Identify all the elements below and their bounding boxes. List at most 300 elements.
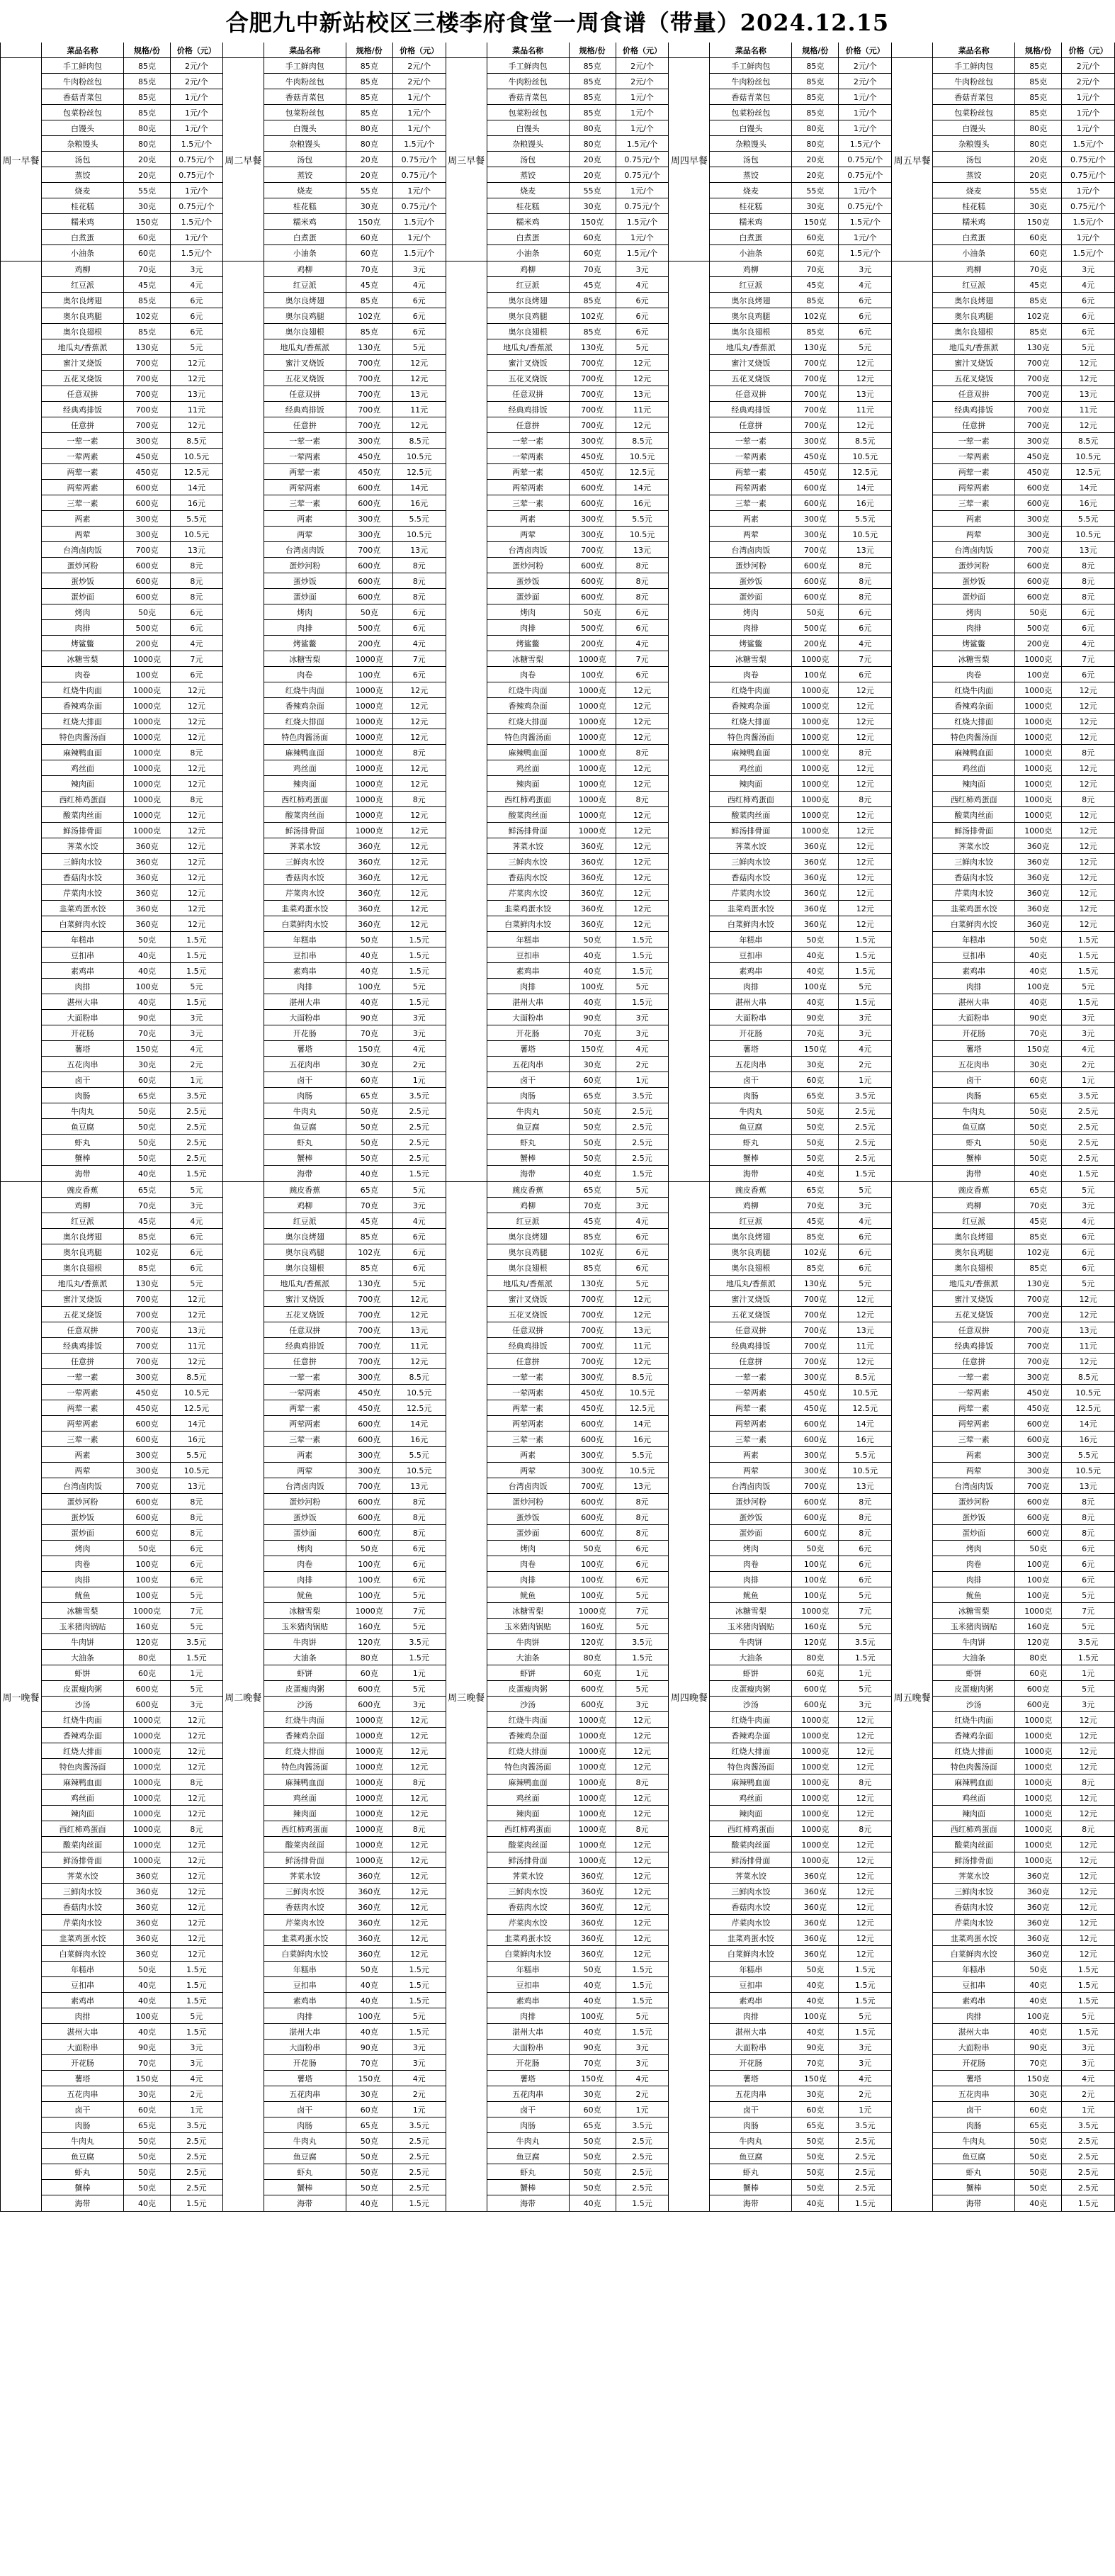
dish-name: 两荤一素 [710,1400,792,1415]
menu-row [42,1135,223,1150]
dish-price: 12元 [616,1743,669,1758]
dish-spec: 50克 [792,1150,839,1165]
menu-row [710,542,892,558]
dish-price: 2.5元 [1062,2164,1115,2179]
dish-price: 1元/个 [393,89,446,104]
dish-price: 12元 [839,1307,892,1322]
menu-row [42,1743,223,1759]
menu-row [933,1697,1115,1712]
dish-price: 6元 [616,667,669,682]
menu-row [264,1478,446,1494]
dish-price: 1.5元 [616,1962,669,1976]
dish-name: 地瓜丸/香蕉派 [264,1276,346,1290]
dish-price: 4元 [393,277,446,292]
menu-row [264,745,446,760]
dish-price: 13元 [1062,542,1115,557]
menu-row [933,838,1115,854]
dish-spec: 45克 [124,277,171,292]
dish-price: 8.5元 [839,1369,892,1384]
dish-spec: 360克 [346,885,393,900]
dish-spec: 700克 [124,355,171,370]
dish-name: 鲜汤排骨面 [42,823,124,838]
dish-name: 任意拼 [42,417,124,432]
dish-spec: 102克 [1015,1244,1062,1259]
menu-row [42,293,223,308]
menu-row [42,2149,223,2164]
dish-price: 12元 [1062,807,1115,822]
dish-name: 白馒头 [264,120,346,135]
dish-price: 1.5元 [393,932,446,947]
dish-price: 2元 [393,1057,446,1072]
menu-row [933,1572,1115,1587]
menu-row [487,449,669,464]
dish-spec: 1000克 [792,776,839,791]
dish-price: 12元 [393,1837,446,1852]
dish-name: 白菜鲜肉水饺 [487,1946,570,1961]
dish-name: 冰糖雪梨 [710,1603,792,1618]
dish-spec: 1000克 [1015,1759,1062,1774]
menu-row [42,1072,223,1088]
dish-name: 皮蛋瘦肉粥 [933,1681,1015,1696]
dish-price: 1.5元 [616,2024,669,2039]
dish-price: 12元 [839,1915,892,1930]
dish-spec: 60克 [346,1665,393,1680]
menu-row [487,651,669,667]
dish-spec: 102克 [792,1244,839,1259]
dish-spec: 200克 [570,636,616,651]
menu-row [42,947,223,963]
dish-spec: 450克 [124,449,171,463]
dish-spec: 1000克 [124,729,171,744]
dish-name: 酸菜肉丝面 [264,807,346,822]
dish-price: 1.5元 [171,947,223,962]
dish-spec: 700克 [792,1478,839,1493]
menu-row [264,2071,446,2086]
menu-row [42,1852,223,1868]
menu-row [710,901,892,916]
dish-spec: 160克 [346,1619,393,1633]
dish-name: 豆扣串 [487,1977,570,1992]
dish-spec: 1000克 [346,745,393,760]
dish-spec: 700克 [570,355,616,370]
dish-name: 一荤两素 [42,449,124,463]
menu-row [264,870,446,885]
menu-row [42,1041,223,1057]
dish-price: 1.5元/个 [616,136,669,151]
menu-row [264,823,446,838]
dish-spec: 50克 [1015,932,1062,947]
dish-spec: 700克 [570,1338,616,1353]
dish-name: 任意双拼 [42,1322,124,1337]
dish-name: 年糕串 [487,1962,570,1976]
dish-spec: 100克 [792,979,839,994]
menu-row [42,89,223,105]
dish-spec: 700克 [792,402,839,417]
dish-name: 任意拼 [933,1354,1015,1368]
dish-name: 一荤一素 [42,433,124,448]
dish-spec: 70克 [792,1198,839,1213]
dish-spec: 360克 [570,838,616,853]
menu-row [710,776,892,792]
dish-name: 白菜鲜肉水饺 [933,1946,1015,1961]
dish-spec: 600克 [346,480,393,495]
dish-price: 8.5元 [393,1369,446,1384]
dish-price: 12元 [839,1884,892,1899]
dish-spec: 100克 [570,1572,616,1587]
dish-price: 1元 [616,1072,669,1087]
menu-row [710,1541,892,1556]
dish-price: 1.5元 [1062,1962,1115,1976]
menu-row [710,729,892,745]
menu-row [933,2117,1115,2133]
dish-spec: 300克 [1015,433,1062,448]
dish-spec: 1000克 [346,1821,393,1836]
dish-price: 1.5元 [393,2195,446,2211]
dish-price: 10.5元 [1062,449,1115,463]
menu-row [487,136,669,152]
menu-row [710,714,892,729]
dish-spec: 60克 [570,1072,616,1087]
menu-row [933,2133,1115,2149]
dish-name: 湛州大串 [264,2024,346,2039]
dish-price: 1.5元 [839,1962,892,1976]
dish-spec: 700克 [124,1354,171,1368]
dish-name: 年糕串 [710,1962,792,1976]
dish-price: 12.5元 [171,464,223,479]
menu-row [933,1728,1115,1743]
menu-row [933,1291,1115,1307]
menu-row [264,807,446,823]
menu-row [487,511,669,527]
menu-row [487,339,669,355]
menu-row [487,1665,669,1681]
dish-price: 12元 [171,417,223,432]
dish-name: 肉排 [487,1572,570,1587]
dish-spec: 60克 [1015,1072,1062,1087]
dish-name: 玉米猪肉锅贴 [42,1619,124,1633]
dish-price: 1.5元 [171,932,223,947]
dish-name: 牛肉粉丝包 [42,74,124,89]
dish-name: 红烧大排面 [264,714,346,729]
dish-name: 鸡柳 [264,1198,346,1213]
dish-spec: 50克 [792,604,839,619]
menu-row [264,1712,446,1728]
dish-name: 两荤一素 [710,464,792,479]
menu-row [933,1915,1115,1930]
dish-spec: 150克 [792,214,839,229]
dish-price: 12元 [171,1837,223,1852]
menu-row [933,1432,1115,1447]
dish-price: 6元 [1062,1229,1115,1244]
dish-spec: 60克 [1015,245,1062,261]
menu-row [42,495,223,511]
dish-spec: 600克 [346,1697,393,1711]
dish-name: 麻辣鸭血面 [933,745,1015,760]
dish-spec: 30克 [792,1057,839,1072]
dish-spec: 1000克 [124,1774,171,1789]
dish-name: 白菜鲜肉水饺 [710,916,792,931]
dish-price: 1元/个 [393,105,446,120]
dish-spec: 100克 [124,979,171,994]
dish-name: 虾饼 [42,1665,124,1680]
dish-name: 两荤两素 [710,480,792,495]
dish-price: 12元 [1062,870,1115,884]
menu-row [933,1681,1115,1697]
dish-name: 大面粉串 [264,2040,346,2054]
dish-spec: 40克 [124,2195,171,2211]
dish-name: 任意拼 [42,1354,124,1368]
dish-price: 6元 [171,667,223,682]
menu-row [264,963,446,979]
dish-name: 牛肉饼 [42,1634,124,1649]
dish-name: 红烧牛肉面 [264,682,346,697]
dish-price: 6元 [1062,1260,1115,1275]
dish-name: 荠菜水饺 [264,838,346,853]
meal-label [223,261,264,1181]
dish-name: 湛州大串 [487,2024,570,2039]
menu-row [264,2055,446,2071]
dish-name: 两荤 [42,1463,124,1478]
dish-price: 12元 [171,760,223,775]
dish-name: 豌皮香蕉 [710,1182,792,1197]
dish-spec: 200克 [124,636,171,651]
menu-row [710,651,892,667]
dish-spec: 150克 [1015,1041,1062,1056]
menu-row [42,2180,223,2195]
dish-spec: 500克 [570,620,616,635]
menu-row [264,1072,446,1088]
dish-name: 大油条 [264,1650,346,1665]
dish-price: 8.5元 [1062,1369,1115,1384]
dish-spec: 40克 [792,963,839,978]
menu-row [264,1291,446,1307]
menu-row [487,916,669,932]
dish-name: 西红柿鸡蛋面 [710,1821,792,1836]
dish-name: 奥尔良烤翅 [487,293,570,308]
menu-row [487,464,669,480]
dish-spec: 20克 [124,167,171,182]
dish-price: 6元 [1062,604,1115,619]
dish-spec: 40克 [1015,1993,1062,2008]
dish-price: 13元 [839,1478,892,1493]
dish-spec: 40克 [792,947,839,962]
dish-name: 任意双拼 [487,386,570,401]
dish-spec: 40克 [346,1993,393,2008]
menu-row [42,1509,223,1525]
dish-name: 麻辣鸭血面 [487,1774,570,1789]
dish-spec: 700克 [124,386,171,401]
dish-spec: 450克 [792,464,839,479]
menu-row [264,1463,446,1478]
dish-price: 8元 [616,589,669,604]
dish-name: 荠菜水饺 [42,838,124,853]
dish-spec: 1000克 [346,714,393,729]
menu-row [264,2195,446,2211]
dish-spec: 360克 [346,1915,393,1930]
menu-row [264,2008,446,2024]
dish-price: 10.5元 [616,449,669,463]
dish-price: 3元 [616,261,669,276]
dish-name: 辣肉面 [487,1806,570,1821]
dish-spec: 50克 [1015,1135,1062,1149]
dish-price: 13元 [171,1478,223,1493]
dish-spec: 70克 [570,2055,616,2070]
dish-name: 红豆派 [710,277,792,292]
dish-name: 芹菜肉水饺 [710,885,792,900]
menu-row [264,682,446,698]
menu-row [710,1977,892,1993]
dish-price: 1元/个 [171,105,223,120]
dish-name: 韭菜鸡蛋水饺 [933,1930,1015,1945]
dish-name: 蛋炒面 [264,1525,346,1540]
menu-row [710,932,892,947]
dish-name: 鱼豆腐 [487,1119,570,1134]
dish-spec: 50克 [1015,2164,1062,2179]
menu-row [42,1400,223,1416]
dish-price: 6元 [171,1244,223,1259]
menu-row [42,245,223,261]
dish-price: 13元 [171,1322,223,1337]
dish-spec: 85克 [124,89,171,104]
dish-price: 4元 [393,1213,446,1228]
menu-row [487,293,669,308]
dish-price: 4元 [1062,636,1115,651]
dish-spec: 60克 [124,1072,171,1087]
menu-row [264,1322,446,1338]
dish-spec: 65克 [570,2117,616,2132]
meal-label [446,261,487,1181]
menu-row [42,1541,223,1556]
dish-name: 西红柿鸡蛋面 [933,792,1015,806]
menu-row [487,1993,669,2008]
dish-price: 5.5元 [393,511,446,526]
dish-price: 12元 [616,371,669,386]
dish-name: 两荤两素 [487,480,570,495]
dish-price: 5元 [171,1587,223,1602]
dish-spec: 700克 [1015,371,1062,386]
dish-spec: 70克 [346,261,393,276]
dish-name: 豌皮香蕉 [42,1182,124,1197]
dish-price: 6元 [616,1260,669,1275]
dish-spec: 360克 [570,885,616,900]
menu-row [933,792,1115,807]
menu-row [42,2071,223,2086]
header-price: 价格（元） [839,43,892,57]
dish-name: 虾丸 [264,1135,346,1149]
menu-row [264,1400,446,1416]
dish-spec: 300克 [346,1463,393,1478]
dish-price: 4元 [171,1213,223,1228]
menu-row [487,1774,669,1790]
dish-price: 12元 [171,885,223,900]
dish-spec: 700克 [346,1291,393,1306]
dinner-block [446,1182,669,2212]
dish-price: 2.5元 [393,2180,446,2195]
dish-spec: 70克 [1015,1025,1062,1040]
dish-spec: 60克 [346,2102,393,2117]
dish-name: 鸡柳 [42,1198,124,1213]
dish-price: 6元 [393,1541,446,1556]
dish-price: 4元 [393,2071,446,2086]
dish-spec: 45克 [792,277,839,292]
dish-name: 开花肠 [933,1025,1015,1040]
menu-row [710,1276,892,1291]
dish-price: 13元 [616,386,669,401]
dish-price: 5元 [839,2008,892,2023]
dish-price: 6元 [839,308,892,323]
dish-spec: 80克 [792,1650,839,1665]
dish-spec: 1000克 [792,1759,839,1774]
dish-name: 素鸡串 [264,1993,346,2008]
dish-name: 香菇青菜包 [42,89,124,104]
dish-price: 0.75元/个 [1062,152,1115,167]
dish-spec: 1000克 [570,1806,616,1821]
dish-price: 12元 [616,1837,669,1852]
menu-row [710,947,892,963]
dish-name: 素鸡串 [487,963,570,978]
dish-price: 12元 [171,1868,223,1883]
dish-spec: 100克 [1015,1556,1062,1571]
menu-row [933,1010,1115,1025]
dish-price: 1元/个 [839,120,892,135]
dish-name: 牛肉丸 [264,2133,346,2148]
dish-spec: 450克 [1015,449,1062,463]
menu-row [710,355,892,371]
menu-row [264,620,446,636]
menu-row [487,1821,669,1837]
dish-price: 3.5元 [171,2117,223,2132]
dish-price: 14元 [393,480,446,495]
dish-name: 三荤一素 [42,495,124,510]
dish-price: 12元 [839,901,892,916]
menu-row [710,698,892,714]
dish-price: 8.5元 [839,433,892,448]
dish-price: 6元 [1062,1572,1115,1587]
dish-spec: 1000克 [570,1852,616,1867]
dish-price: 0.75元/个 [171,198,223,213]
menu-row [487,2055,669,2071]
dish-spec: 1000克 [346,792,393,806]
dish-spec: 300克 [570,511,616,526]
menu-row [42,1774,223,1790]
dish-name: 蛋炒河粉 [264,1494,346,1509]
dish-price: 5元 [1062,1587,1115,1602]
dish-price: 1元 [616,2102,669,2117]
menu-row [42,1619,223,1634]
dish-name: 地瓜丸/香蕉派 [487,1276,570,1290]
menu-row [42,1665,223,1681]
dish-name: 两荤一素 [264,464,346,479]
dish-price: 12元 [1062,885,1115,900]
dish-price: 12元 [1062,1291,1115,1306]
dish-name: 香菇肉水饺 [487,870,570,884]
dish-spec: 80克 [570,120,616,135]
dish-name: 鲜汤排骨面 [710,823,792,838]
dish-spec: 80克 [1015,136,1062,151]
menu-row [710,1790,892,1806]
dish-price: 8元 [393,589,446,604]
dish-name: 海带 [933,1166,1015,1181]
dish-spec: 50克 [124,604,171,619]
dish-price: 10.5元 [171,527,223,541]
dish-spec: 360克 [124,1868,171,1883]
dish-name: 肉排 [487,620,570,635]
dish-spec: 200克 [1015,636,1062,651]
dish-spec: 600克 [1015,1494,1062,1509]
menu-row [42,1603,223,1619]
menu-row [42,1806,223,1821]
dish-price: 11元 [171,1338,223,1353]
